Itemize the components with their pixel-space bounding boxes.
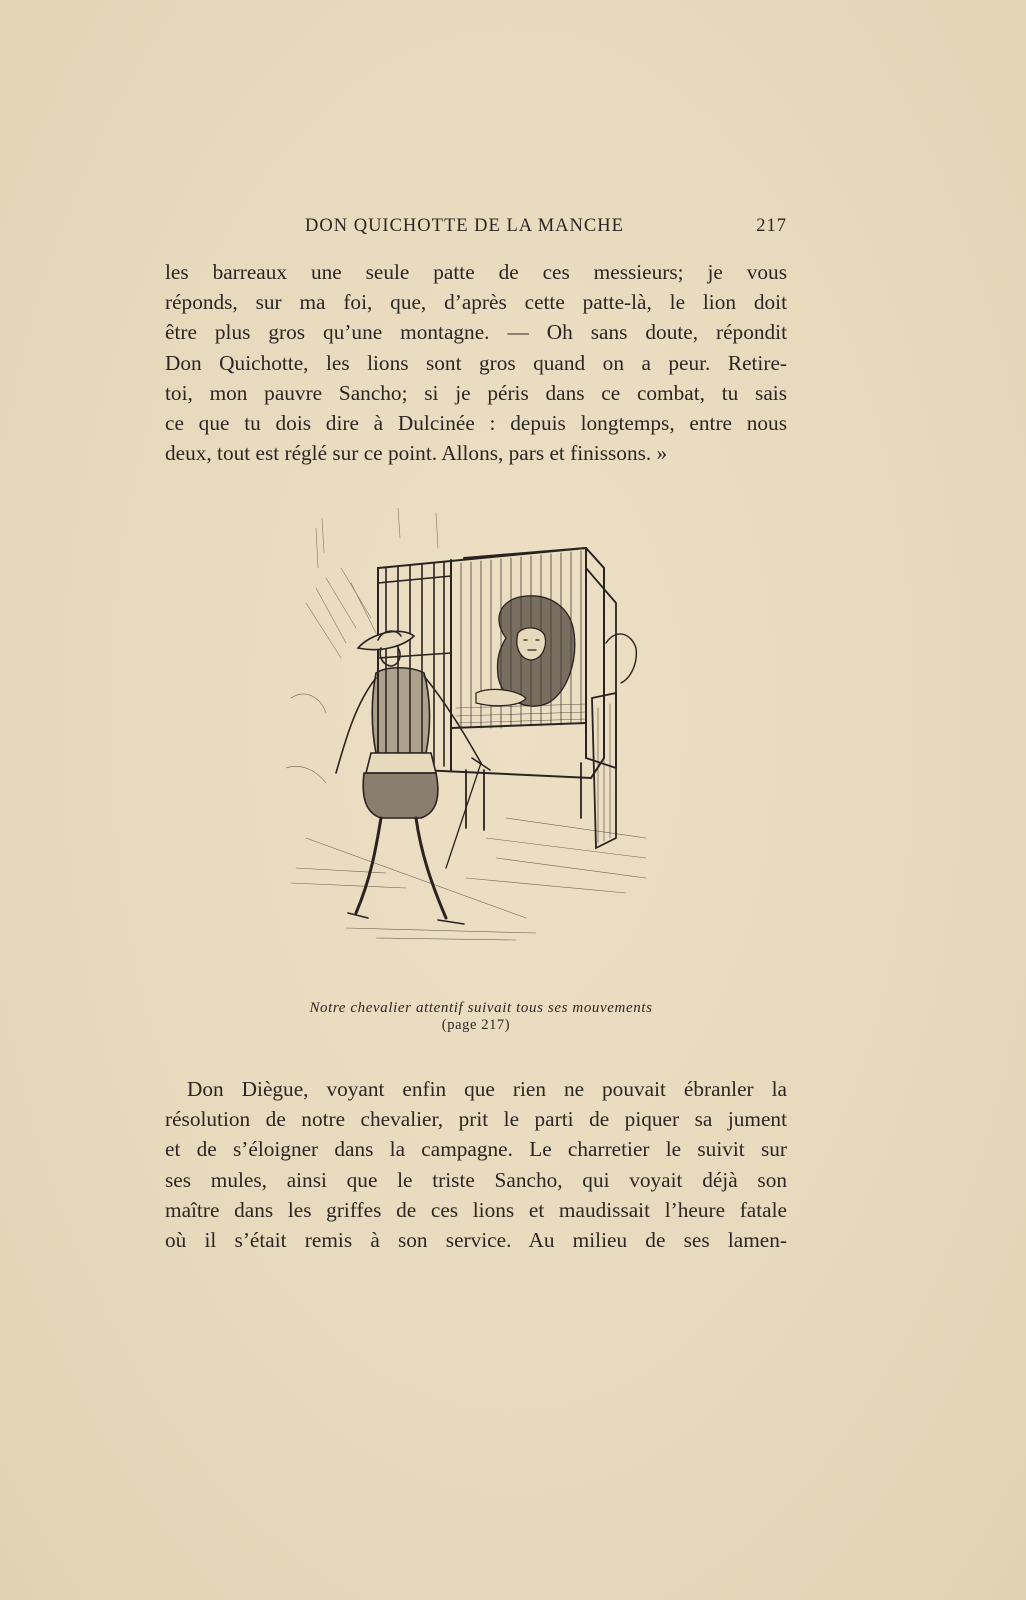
page-number: 217 — [756, 216, 787, 236]
text-line: ses mules, ainsi que le triste Sancho, qui voyait déjà son — [165, 1167, 787, 1192]
text-line: résolution de notre chevalier, prit le parti de piquer sa jument — [165, 1107, 787, 1132]
text-line: les barreaux une seule patte de ces messieurs; je vous — [165, 260, 787, 284]
engraving-illustration — [286, 508, 668, 963]
running-header — [165, 214, 787, 240]
text-line: maître dans les griffes de ces lions et maudissait l’heure fatale — [165, 1197, 787, 1222]
text-line: où il s’était remis à son service. Au milieu de ses lamen- — [165, 1227, 787, 1252]
illustration-caption — [165, 1000, 787, 1034]
top-paragraph — [165, 257, 787, 468]
text-line: deux, tout est réglé sur ce point. Allons, pars et finissons. » — [165, 441, 668, 466]
text-line: et de s’éloigner dans la campagne. Le charretier le suivit sur — [165, 1137, 787, 1162]
text-line: Don Diègue, voyant enfin que rien ne pouvait ébranler la — [187, 1077, 787, 1101]
running-title: DON QUICHOTTE DE LA MANCHE — [305, 216, 624, 236]
caption-text: Notre chevalier attentif suivait tous ses mouvements — [309, 1000, 653, 1016]
bottom-paragraph — [165, 1074, 787, 1255]
text-line: réponds, sur ma foi, que, d’après cette patte-là, le lion doit — [165, 290, 787, 315]
text-line: ce que tu dois dire à Dulcinée : depuis longtemps, entre nous — [165, 410, 787, 435]
text-line: Don Quichotte, les lions sont gros quand on a peur. Retire- — [165, 350, 787, 375]
text-line: toi, mon pauvre Sancho; si je péris dans ce combat, tu sais — [165, 380, 787, 405]
text-line: être plus gros qu’une montagne. — Oh sans doute, répondit — [165, 320, 787, 345]
caption-page-ref: (page 217) — [441, 1017, 511, 1033]
